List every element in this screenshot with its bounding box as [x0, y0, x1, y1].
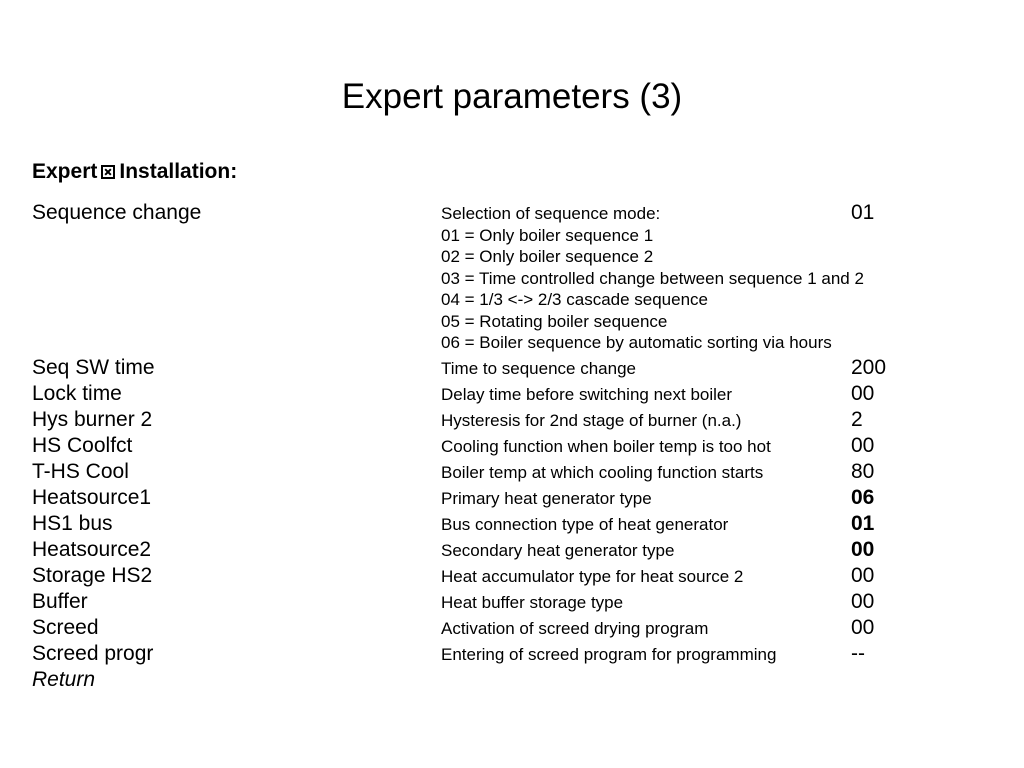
- param-value: 00: [851, 590, 875, 613]
- param-desc: Activation of screed drying program: [441, 619, 709, 638]
- boxed-x-icon: [101, 165, 115, 179]
- return-link: Return: [32, 668, 96, 691]
- param-name: Lock time: [32, 382, 122, 405]
- param-desc: Delay time before switching next boiler: [441, 385, 733, 404]
- param-name: Hys burner 2: [32, 408, 153, 431]
- param-desc: Heat accumulator type for heat source 2: [441, 567, 744, 586]
- section-heading: [32, 158, 237, 186]
- sequence-option: 02 = Only boiler sequence 2: [441, 247, 654, 266]
- param-value: 06: [851, 486, 875, 509]
- heading-prefix: Expert: [32, 160, 98, 183]
- sequence-option: 03 = Time controlled change between sequence 1 and 2: [441, 269, 864, 288]
- param-name: T-HS Cool: [32, 460, 129, 483]
- param-name: HS Coolfct: [32, 434, 133, 457]
- param-name: HS1 bus: [32, 512, 113, 535]
- param-name: Screed progr: [32, 642, 154, 665]
- param-name: Heatsource2: [32, 538, 152, 561]
- param-desc: Bus connection type of heat generator: [441, 515, 729, 534]
- param-desc: Secondary heat generator type: [441, 541, 675, 560]
- param-name: Storage HS2: [32, 564, 153, 587]
- param-value: 00: [851, 382, 875, 405]
- sequence-option: 04 = 1/3 <-> 2/3 cascade sequence: [441, 290, 709, 309]
- param-desc: Entering of screed program for programming: [441, 645, 777, 664]
- param-desc: Heat buffer storage type: [441, 593, 624, 612]
- param-desc: Boiler temp at which cooling function starts: [441, 463, 764, 482]
- param-value: 00: [851, 434, 875, 457]
- param-name: Screed: [32, 616, 99, 639]
- param-value: 00: [851, 616, 875, 639]
- sequence-option: 01 = Only boiler sequence 1: [441, 226, 654, 245]
- param-desc: Primary heat generator type: [441, 489, 652, 508]
- param-value: 2: [851, 408, 863, 431]
- param-name-sequence-change: Sequence change: [32, 201, 202, 224]
- param-desc: Cooling function when boiler temp is too hot: [441, 437, 771, 456]
- param-name: Heatsource1: [32, 486, 152, 509]
- param-value: 80: [851, 460, 875, 483]
- sequence-option: 06 = Boiler sequence by automatic sorting via hours: [441, 333, 832, 352]
- heading-suffix: Installation:: [119, 160, 238, 183]
- param-desc: Time to sequence change: [441, 359, 636, 378]
- param-value: 00: [851, 564, 875, 587]
- slide-title: Expert parameters (3): [341, 77, 683, 116]
- param-name: Buffer: [32, 590, 88, 613]
- param-value: --: [851, 642, 865, 665]
- param-value: 200: [851, 356, 887, 379]
- param-name: Seq SW time: [32, 356, 155, 379]
- sequence-option: 05 = Rotating boiler sequence: [441, 312, 668, 331]
- param-desc-sequence-change: Selection of sequence mode:: [441, 204, 661, 223]
- param-value: 01: [851, 512, 875, 535]
- param-value-sequence-change: 01: [851, 201, 875, 224]
- param-value: 00: [851, 538, 875, 561]
- param-desc: Hysteresis for 2nd stage of burner (n.a.): [441, 411, 742, 430]
